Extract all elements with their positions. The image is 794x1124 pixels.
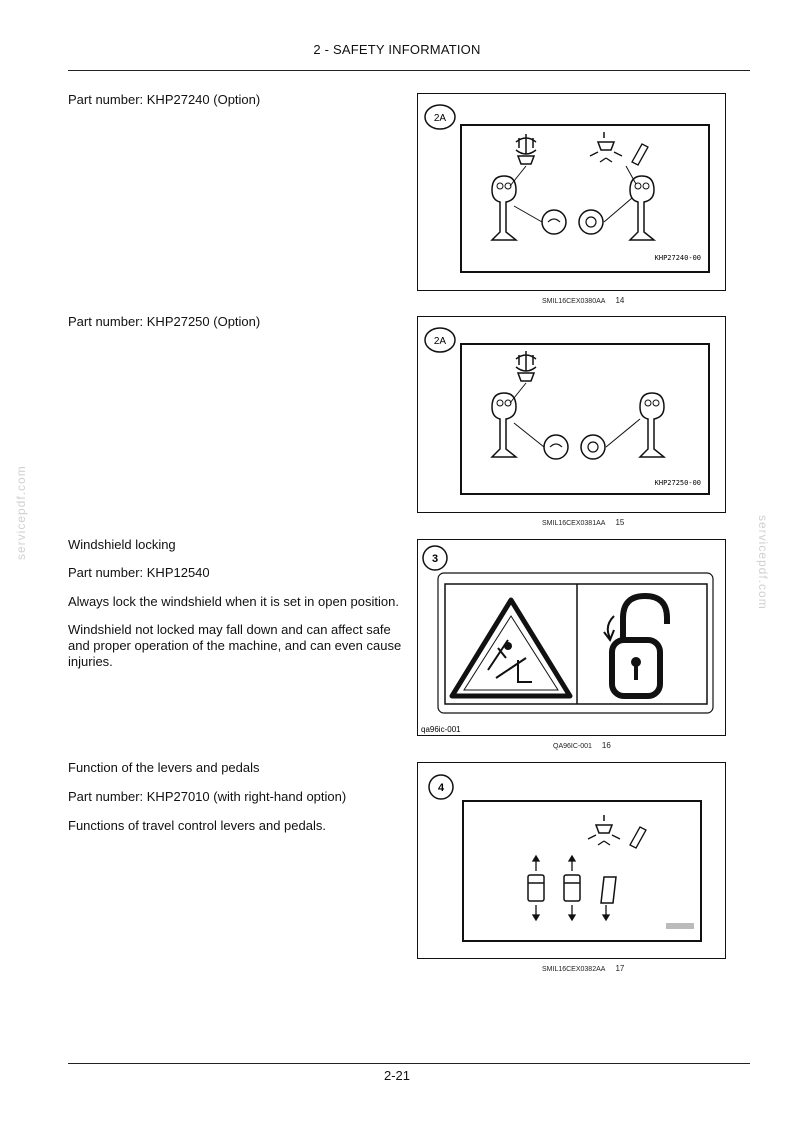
- figure-16-code: qa96ic-001: [421, 725, 461, 734]
- figure-14-code: KHP27240-00: [654, 254, 701, 262]
- part-number-khp27240: Part number: KHP27240 (Option): [68, 92, 261, 107]
- part-number-khp27010: Part number: KHP27010 (with right-hand option): [68, 789, 347, 804]
- figure-17: [417, 762, 726, 959]
- figure-15-caption: SMIL16CEX0381AA 15: [542, 518, 625, 527]
- figure-15-badge: 2A: [433, 336, 447, 347]
- footer-rule: [68, 1063, 750, 1064]
- figure-16-badge: 3: [431, 553, 439, 565]
- figure-14-caption: SMIL16CEX0380AA 14: [542, 296, 625, 305]
- part-number-khp12540: Part number: KHP12540: [68, 565, 210, 580]
- figure-17-decal: [418, 763, 727, 960]
- figure-15-decal: [418, 317, 727, 514]
- figure-16-decal: [418, 540, 727, 737]
- windshield-warning: Windshield not locked may fall down and can affect safe and proper operation of the machine, and can even cause injuries.: [68, 622, 402, 669]
- figure-15-code: KHP27250-00: [654, 479, 701, 487]
- page-header: 2 - SAFETY INFORMATION: [313, 42, 481, 57]
- watermark-right: servicepdf.com: [756, 515, 770, 610]
- figure-14-badge: 2A: [433, 113, 447, 124]
- figure-14: [417, 93, 726, 291]
- watermark-left: servicepdf.com: [14, 465, 28, 560]
- header-rule: [68, 70, 750, 71]
- figure-16: [417, 539, 726, 736]
- figure-17-caption: SMIL16CEX0382AA 17: [542, 964, 625, 973]
- levers-pedals-description: Functions of travel control levers and pedals.: [68, 818, 326, 833]
- windshield-locking-heading: Windshield locking: [68, 537, 176, 552]
- figure-15: [417, 316, 726, 513]
- figure-17-badge: 4: [437, 782, 445, 794]
- page-number: 2-21: [383, 1068, 411, 1083]
- figure-16-caption: QA96IC-001 16: [553, 741, 611, 750]
- windshield-instruction: Always lock the windshield when it is set in open position.: [68, 594, 399, 609]
- levers-pedals-heading: Function of the levers and pedals: [68, 760, 260, 775]
- figure-14-decal: [418, 94, 727, 292]
- part-number-khp27250: Part number: KHP27250 (Option): [68, 314, 261, 329]
